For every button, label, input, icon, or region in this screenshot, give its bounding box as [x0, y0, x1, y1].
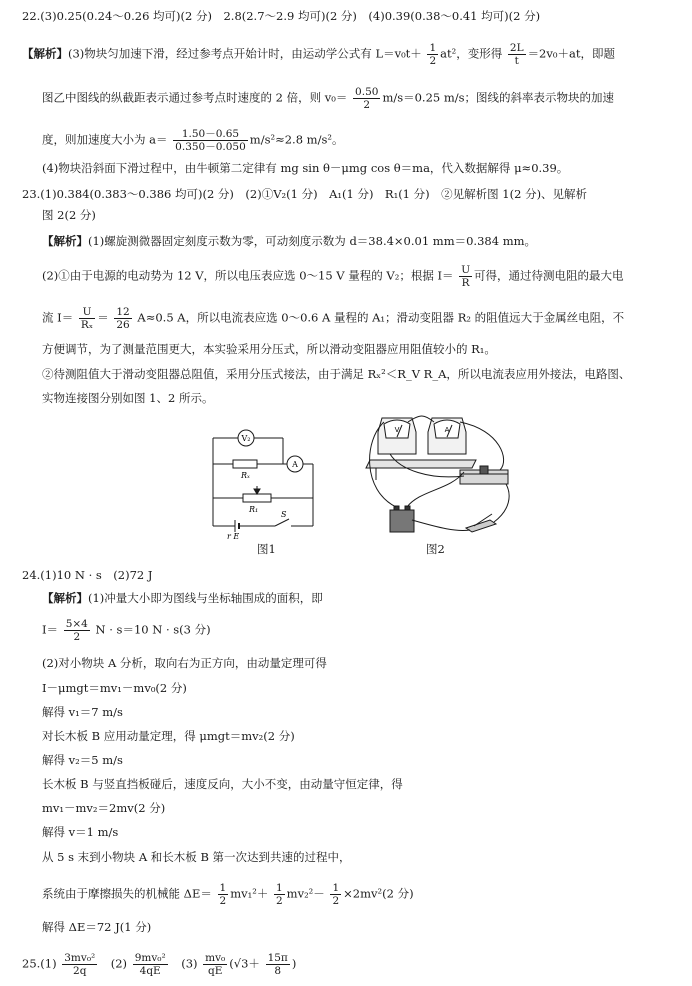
fraction: $\frac{1}{2}$ [219, 882, 227, 907]
q24-analysis-line-11: 从 5 s 末到小物块 A 和长木板 B 第一次达到共速的过程中， [42, 850, 351, 864]
q23-answer-2: 图 2(2 分) [42, 208, 96, 222]
fraction: $\frac{1}{2}$ [275, 882, 283, 907]
figure-2-caption: 图2 [426, 542, 445, 556]
fraction: $\frac{5\times 4}{2}$ [65, 618, 88, 643]
wiring-diagram [360, 410, 520, 540]
q24-analysis-line-3: (2)对小物块 A 分析，取向右为正方向，由动量定理可得 [42, 656, 327, 670]
fraction: $\frac{\text{3mv₀²}}{2q}$ [64, 952, 96, 977]
battery-icon [390, 510, 414, 532]
r1-label: R₁ [249, 505, 259, 514]
fraction: $\frac{\text{mv₀}}{qE}$ [205, 952, 226, 977]
fraction: $\frac{U}{R}$ [461, 264, 471, 289]
q25-answer: 25.(1) $\frac{\text{3mv₀²}}{2q}$ (2) $\frac{\text{9mv₀²}}{4qE}$ (3) $\frac{\text{mv₀}}{qE}$ (√3＋ $\frac{15\pi}{8}$ ) [22, 952, 297, 977]
q23-analysis-line-2: (2)①由于电源的电动势为 12 V，所以电压表应选 0～15 V 量程的 V₂；根据 I＝ $\frac{U}{R}$ 可得，通过待测电阻的最大电 [42, 264, 624, 289]
ammeter-label: A [292, 460, 298, 469]
q22-analysis-line-3: 度，则加速度大小为 a＝ $\frac{1.50-0.65}{0.350-0.050}$ m/s²≈2.8 m/s²。 [42, 128, 344, 153]
q24-analysis-line-10: 解得 v＝1 m/s [42, 825, 119, 839]
fraction: $\frac{15\pi}{8}$ [267, 952, 288, 977]
q24-answer: 24.(1)10 N · s (2)72 J [22, 568, 153, 582]
fraction: $\frac{1}{2}$ [429, 42, 437, 67]
battery-label: r E [227, 532, 240, 540]
q24-analysis-line-8: 长木板 B 与竖直挡板碰后，速度反向，大小不变，由动量守恒定律，得 [42, 777, 403, 791]
q24-analysis-line-1: 【解析】(1)冲量大小即为图线与坐标轴围成的面积，即 [42, 591, 323, 605]
q22-analysis-line-4: (4)物块沿斜面下滑过程中，由牛顿第二定律有 mg sin θ－μmg cos θ＝ma，代入数据解得 μ≈0.39。 [42, 161, 569, 175]
figure-1-caption: 图1 [257, 542, 276, 556]
circuit-diagram [205, 428, 320, 540]
fraction: $\frac{0.50}{2}$ [355, 86, 379, 111]
fraction: $\frac{12}{26}$ [116, 306, 130, 331]
q24-analysis-line-9: mv₁－mv₂＝2mv(2 分) [42, 801, 166, 815]
q24-analysis-line-4: I－μmgt＝mv₁－mv₀(2 分) [42, 681, 187, 695]
fraction: $\frac{1}{2}$ [332, 882, 340, 907]
q22-analysis-line-2: 图乙中图线的纵截距表示通过参考点时速度的 2 倍，则 v₀＝ $\frac{0.50}{2}$ m/s＝0.25 m/s；图线的斜率表示物块的加速 [42, 86, 615, 111]
ammeter-label: A [444, 426, 450, 434]
switch-label: S [281, 510, 287, 519]
analysis-tag: 【解析】 [22, 46, 68, 61]
resistor-rx-icon [233, 460, 257, 468]
q22-analysis-line-1: 【解析】(3)物块匀加速下滑，经过参考点开始计时，由运动学公式有 L＝v₀t＋ $\frac{1}{2}$ at²，变形得 $\frac{2L}{t}$ ＝2v₀＋at，即题 [22, 42, 615, 67]
voltmeter-label: V₂ [241, 434, 251, 443]
voltmeter-label: V [394, 426, 400, 434]
analysis-tag: 【解析】 [42, 591, 88, 605]
fraction: $\frac{U}{\text{Rₓ}}$ [80, 306, 94, 331]
q23-analysis-line-3: 流 I＝ $\frac{U}{\text{Rₓ}}$ ＝ $\frac{12}{26}$ A≈0.5 A，所以电流表应选 0～0.6 A 量程的 A₁；滑动变阻器 R₂ 的阻值远大于金属丝电阻，不 [42, 306, 625, 331]
q24-analysis-line-6: 对长木板 B 应用动量定理，得 μmgt＝mv₂(2 分) [42, 729, 295, 743]
q24-analysis-line-7: 解得 v₂＝5 m/s [42, 753, 123, 767]
q23-analysis-line-4: 方便调节，为了测量范围更大，本实验采用分压式，所以滑动变阻器应用阻值较小的 R₁。 [42, 342, 496, 356]
q23-analysis-line-5: ②待测阻值大于滑动变阻器总阻值，采用分压式接法，由于满足 Rₓ²＜R_V R_A，所以电流表应用外接法，电路图、 [42, 367, 631, 381]
q23-analysis-line-6: 实物连接图分别如图 1、2 所示。 [42, 391, 214, 405]
q24-analysis-line-13: 解得 ΔE＝72 J(1 分) [42, 920, 152, 934]
fraction: $\frac{1.50-0.65}{0.350-0.050}$ [175, 128, 246, 153]
q22-answer: 22.(3)0.25(0.24～0.26 均可)(2 分) 2.8(2.7～2.9 均可)(2 分) (4)0.39(0.38～0.41 均可)(2 分) [22, 9, 541, 23]
rheostat-r1-icon [243, 494, 271, 502]
q23-answer-1: 23.(1)0.384(0.383～0.386 均可)(2 分) (2)①V₂(1 分) A₁(1 分) R₁(1 分) ②见解析图 1(2 分)、见解析 [22, 187, 588, 201]
analysis-tag: 【解析】 [42, 234, 88, 248]
fraction: $\frac{\text{9mv₀²}}{4qE}$ [134, 952, 166, 977]
switch-icon [275, 519, 289, 526]
fraction: $\frac{2L}{t}$ [509, 42, 524, 67]
q24-analysis-line-2: I＝ $\frac{5\times 4}{2}$ N · s＝10 N · s(3 分) [42, 618, 211, 643]
q24-analysis-line-5: 解得 v₁＝7 m/s [42, 705, 123, 719]
q24-analysis-line-12: 系统由于摩擦损失的机械能 ΔE＝ $\frac{1}{2}$ mv₁²＋ $\frac{1}{2}$ mv₂²－ $\frac{1}{2}$ ×2mv²(2 分) [42, 882, 414, 907]
rx-label: Rₓ [241, 471, 250, 480]
q23-analysis-line-1: 【解析】(1)螺旋测微器固定刻度示数为零，可动刻度示数为 d＝38.4×0.01 mm＝0.384 mm。 [42, 234, 537, 248]
